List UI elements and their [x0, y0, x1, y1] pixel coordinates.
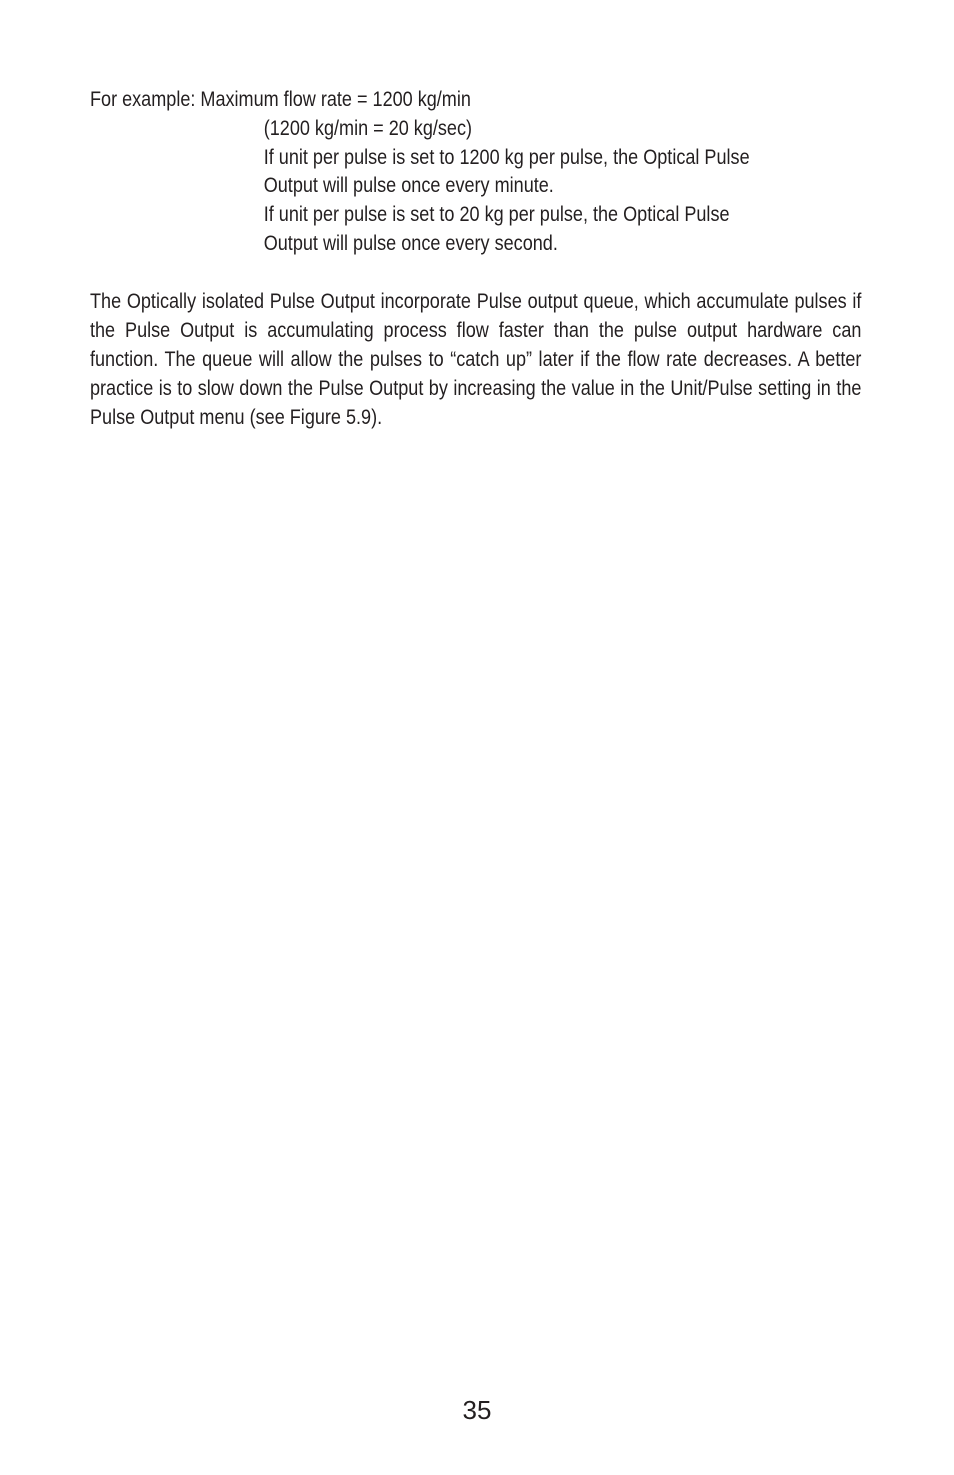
example-intro: For example: Maximum flow rate = 1200 kg/min — [90, 88, 471, 111]
example-line-1200kg-b: Output will pulse once every minute. — [263, 174, 554, 198]
pulse-output-queue-paragraph: The Optically isolated Pulse Output incorporate Pulse output queue, which accumulate pulses if the Pulse Output is accumulating process flow faster than the pulse output hardware can function. The queue will allow the pulses to “catch up” later if the flow rate decreases. A better practice is to slow down the Pulse Output by increasing the value in the Unit/Pulse setting in the Pulse Output menu (see Figure 5.9). — [90, 290, 862, 429]
example-line-conversion: (1200 kg/min = 20 kg/sec) — [263, 116, 473, 140]
example-line-1200kg-a: If unit per pulse is set to 1200 kg per pulse, the Optical Pulse — [263, 145, 750, 169]
page-number: 35 — [462, 1395, 492, 1425]
example-line-20kg-a: If unit per pulse is set to 20 kg per pulse, the Optical Pulse — [263, 203, 730, 227]
flow-rate-example — [90, 86, 761, 259]
example-line-20kg-b: Output will pulse once every second. — [263, 231, 558, 255]
